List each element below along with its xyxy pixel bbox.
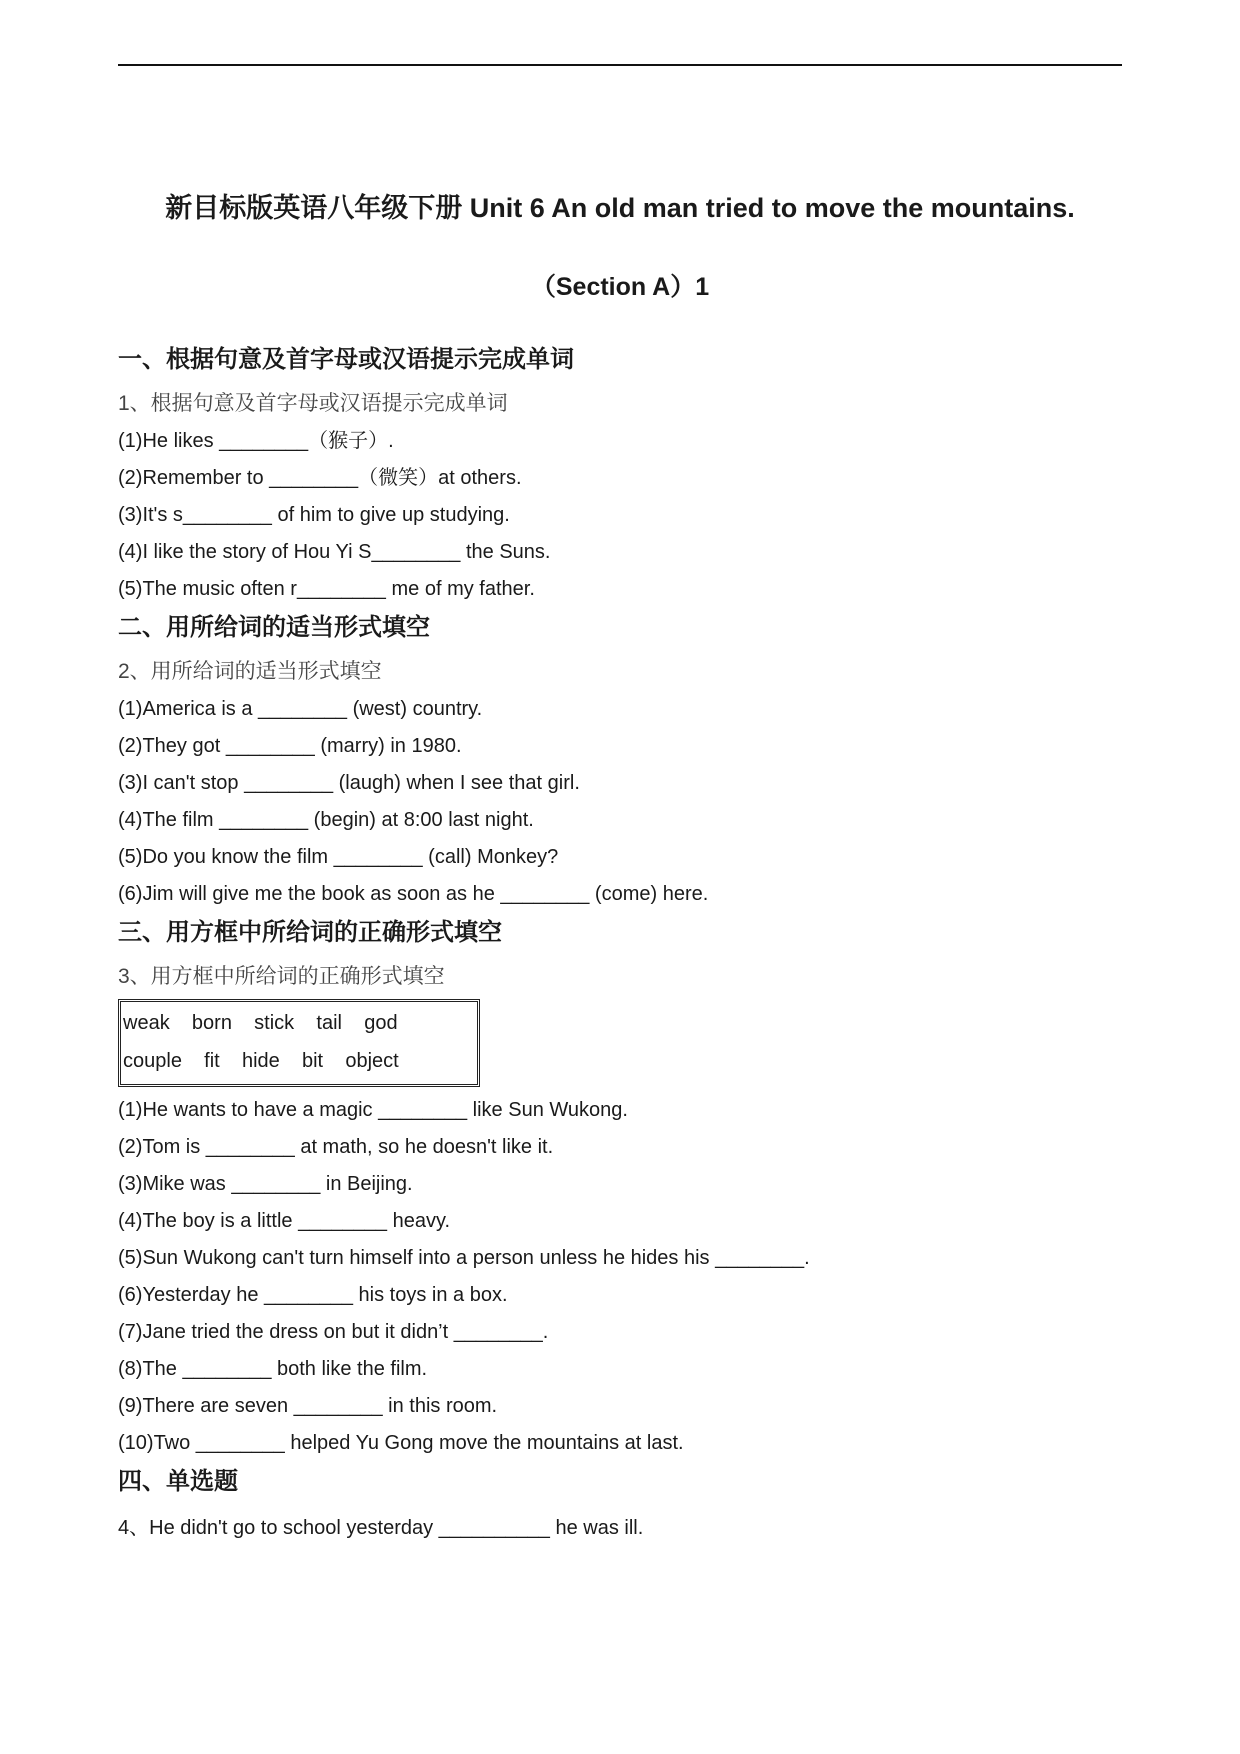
- word-box: [118, 999, 480, 1087]
- section-multiple-choice: [118, 1466, 1122, 1542]
- question-item: (8)The ________ both like the film.: [118, 1358, 428, 1380]
- section-word-box: [118, 917, 1122, 1457]
- question-prompt: 1、根据句意及首字母或汉语提示完成单词: [118, 392, 508, 415]
- section-heading: 四、单选题: [118, 1468, 238, 1495]
- question-item: (7)Jane tried the dress on but it didn’t ________.: [118, 1321, 549, 1343]
- section-heading: 三、用方框中所给词的正确形式填空: [118, 919, 502, 946]
- worksheet-content: [118, 344, 1122, 1542]
- question-item: (5)Do you know the film ________ (call) Monkey?: [118, 846, 559, 868]
- question-item: 4、He didn't go to school yesterday __________ he was ill.: [118, 1517, 644, 1539]
- question-item: (3)It's s________ of him to give up studying.: [118, 504, 510, 526]
- question-item: (2)Tom is ________ at math, so he doesn't like it.: [118, 1136, 554, 1158]
- question-item: (3)Mike was ________ in Beijing.: [118, 1173, 413, 1195]
- question-item: (3)I can't stop ________ (laugh) when I see that girl.: [118, 772, 580, 794]
- word-box-row: weak born stick tail god: [123, 1012, 398, 1034]
- question-item: (1)America is a ________ (west) country.: [118, 698, 483, 720]
- page-subtitle: （Section A）1: [530, 273, 710, 301]
- question-item: (4)The boy is a little ________ heavy.: [118, 1210, 451, 1232]
- section-heading: 一、根据句意及首字母或汉语提示完成单词: [118, 346, 574, 373]
- question-item: (5)Sun Wukong can't turn himself into a person unless he hides his ________.: [118, 1247, 810, 1269]
- question-item: (5)The music often r________ me of my father.: [118, 578, 535, 600]
- section-word-completion: [118, 344, 1122, 603]
- question-item: (10)Two ________ helped Yu Gong move the mountains at last.: [118, 1432, 684, 1454]
- question-item: (6)Jim will give me the book as soon as he ________ (come) here.: [118, 883, 709, 905]
- question-item: (2)They got ________ (marry) in 1980.: [118, 735, 462, 757]
- question-prompt: 3、用方框中所给词的正确形式填空: [118, 965, 445, 988]
- header-rule: [118, 64, 1122, 66]
- section-heading: 二、用所给词的适当形式填空: [118, 614, 430, 641]
- word-box-row: couple fit hide bit object: [123, 1050, 399, 1072]
- question-item: (1)He wants to have a magic ________ like Sun Wukong.: [118, 1099, 628, 1121]
- question-item: (4)I like the story of Hou Yi S________ the Suns.: [118, 541, 551, 563]
- page-title: 新目标版英语八年级下册 Unit 6 An old man tried to move the mountains.: [165, 193, 1075, 223]
- question-item: (6)Yesterday he ________ his toys in a box.: [118, 1284, 508, 1306]
- section-word-forms: [118, 612, 1122, 908]
- question-item: (9)There are seven ________ in this room.: [118, 1395, 498, 1417]
- question-item: (1)He likes ________（猴子）.: [118, 430, 394, 452]
- question-item: (4)The film ________ (begin) at 8:00 last night.: [118, 809, 534, 831]
- question-item: (2)Remember to ________（微笑）at others.: [118, 467, 522, 489]
- question-prompt: 2、用所给词的适当形式填空: [118, 660, 382, 683]
